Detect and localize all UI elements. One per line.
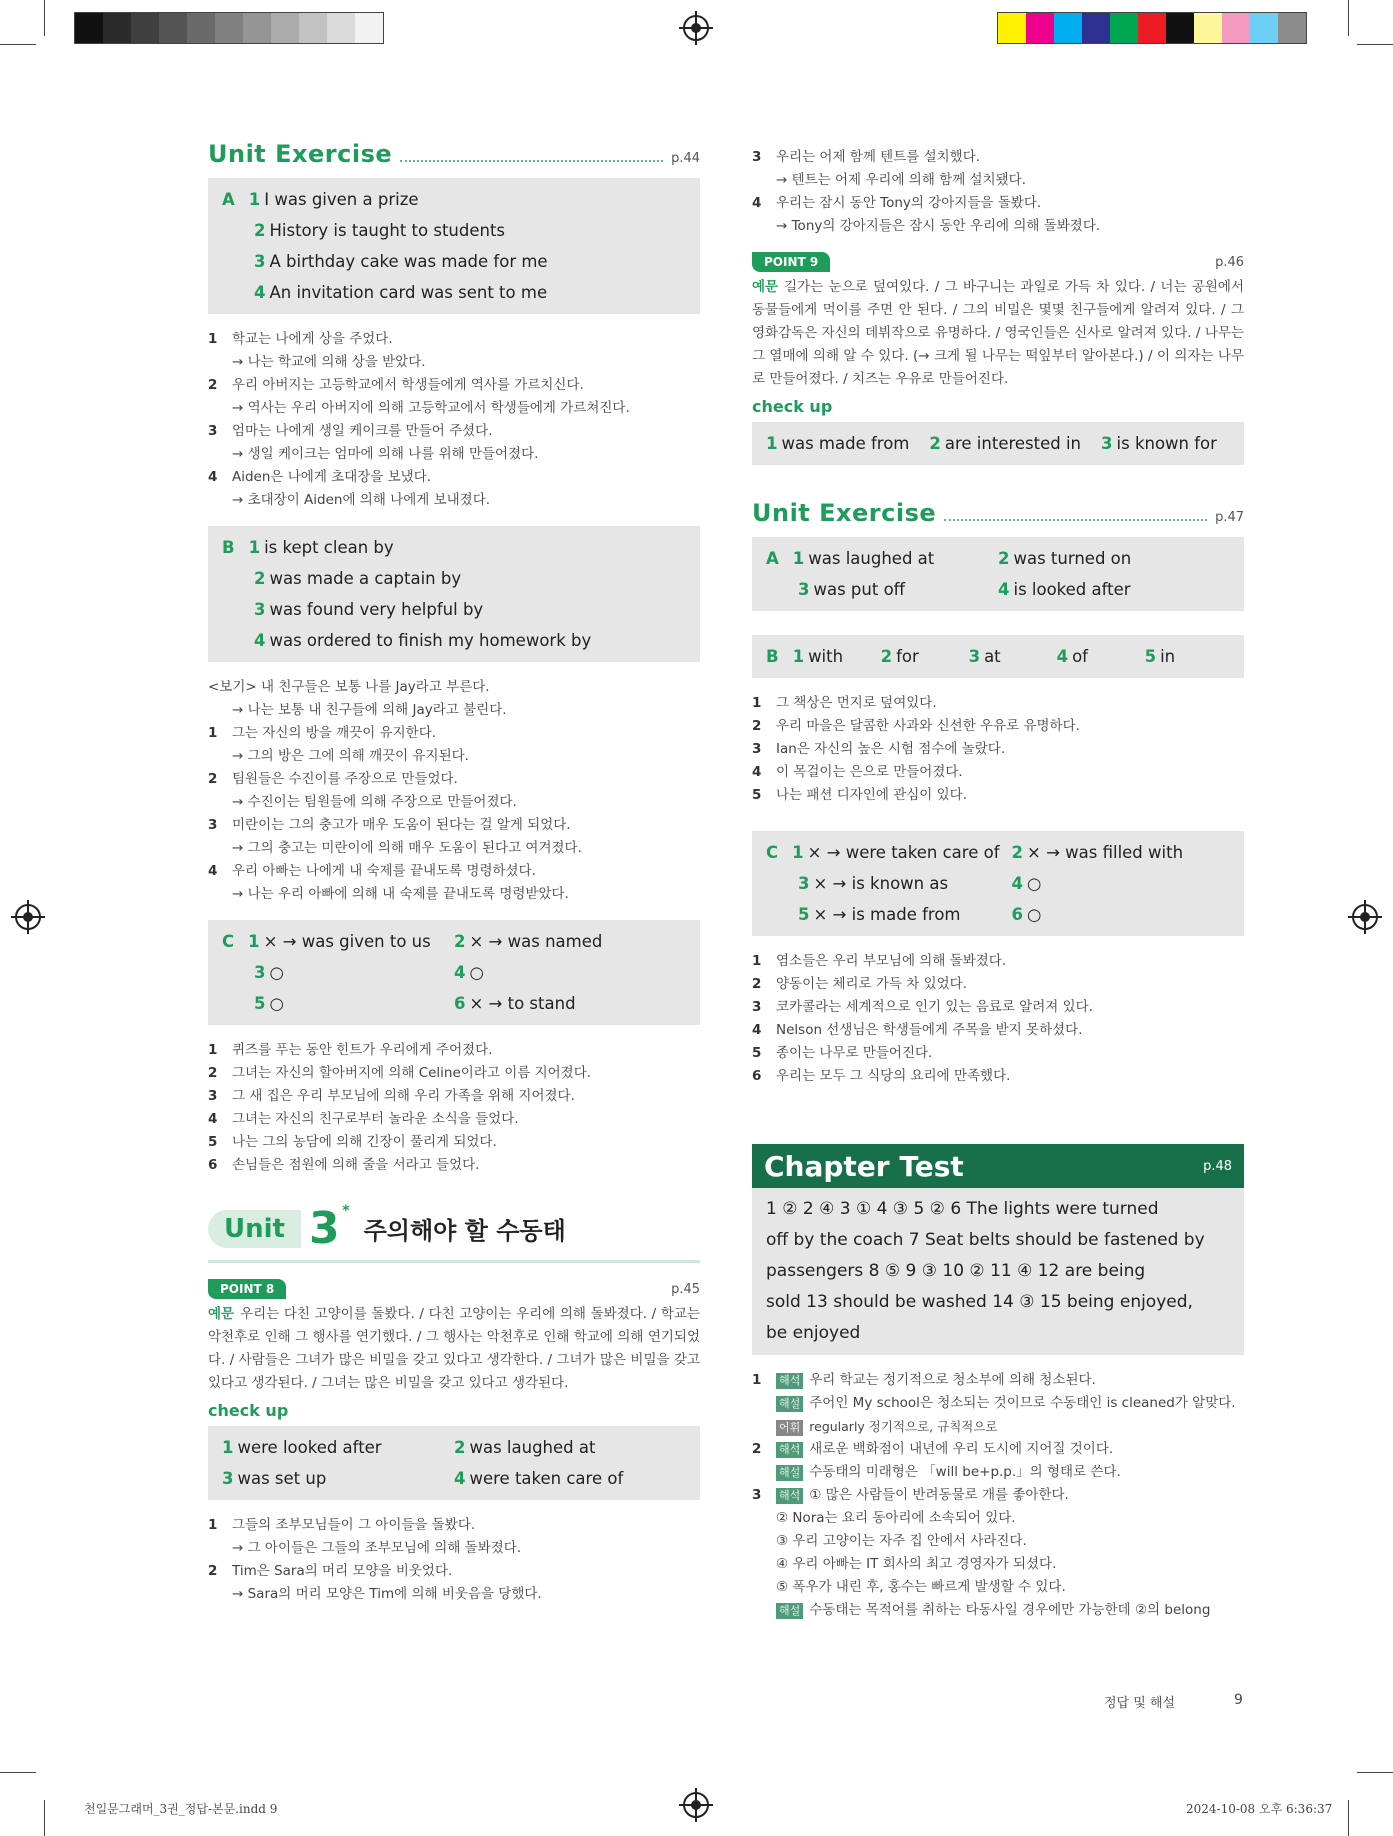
translation-line: 우리 아버지는 고등학교에서 학생들에게 역사를 가르치신다. <box>232 377 584 393</box>
color-swatch <box>998 13 1026 43</box>
answer-line: off by the coach 7 Seat belts should be fastened by <box>766 1230 1205 1250</box>
item-number: 1 <box>248 190 261 209</box>
unit-mark: * <box>342 1203 350 1219</box>
translation-line: Aiden은 나에게 초대장을 보냈다. <box>232 469 432 485</box>
translation-arrow-line: → 나는 우리 아빠에 의해 내 숙제를 끝내도록 명령받았다. <box>232 886 569 902</box>
translation-list-c <box>208 1039 700 1177</box>
item-number: 2 <box>1011 843 1023 862</box>
explanation-text: regularly 정기적으로, 규칙적으로 <box>809 1419 998 1434</box>
translation-list-b <box>208 676 700 906</box>
answer-text: are interested in <box>944 434 1082 453</box>
color-swatch <box>159 13 187 43</box>
color-swatch <box>355 13 383 43</box>
answer-text: was laughed at <box>808 549 935 568</box>
leader-dots <box>400 159 663 162</box>
crop-mark <box>0 44 36 45</box>
answer-text: for <box>896 647 919 666</box>
translation-list-point-8-continued <box>752 146 1244 238</box>
left-column <box>208 140 700 1620</box>
answer-text: of <box>1072 647 1088 666</box>
item-number: 4 <box>208 863 218 879</box>
answer-box-c <box>208 920 700 1025</box>
translation-arrow-line: → Sara의 머리 모양은 Tim에 의해 비웃음을 당했다. <box>232 1586 542 1602</box>
translation-list-a <box>208 328 700 512</box>
example-tag: 예문 <box>752 279 779 295</box>
translation-line: Nelson 선생님은 학생들에게 주목을 받지 못하셨다. <box>776 1022 1083 1038</box>
chapter-test-explanations <box>752 1369 1244 1622</box>
explanation-tag: 해설 <box>776 1465 803 1481</box>
section-title: Unit Exercise <box>208 140 393 168</box>
answer-line: 1 ② 2 ④ 3 ① 4 ③ 5 ② 6 The lights were turned <box>766 1199 1159 1219</box>
example-arrow-line: → 나는 보통 내 친구들에 의해 Jay라고 불린다. <box>232 702 507 718</box>
grayscale-color-bar <box>74 12 384 44</box>
translation-arrow-line: → 수진이는 팀원들에 의해 주장으로 만들어졌다. <box>232 794 517 810</box>
item-number: 6 <box>752 1068 762 1084</box>
answer-text: ○ <box>469 963 484 982</box>
item-number: 1 <box>792 647 805 666</box>
item-number: 5 <box>1144 647 1157 666</box>
explanation-text: 주어인 My school은 청소되는 것이므로 수동태인 is cleaned가 알맞다. <box>809 1395 1236 1411</box>
answer-box-a <box>752 537 1244 611</box>
item-number: 4 <box>254 283 266 302</box>
color-swatch <box>75 13 103 43</box>
example-text: 길가는 눈으로 덮여있다. / 그 바구니는 과일로 가득 차 있다. / 너는 공원에서 동물들에게 먹이를 주면 안 된다. / 그의 비밀은 몇몇 친구들에게 알려져 있다. / 그 영화감독은 자신의 데뷔작으로 유명하다. / 영국인들은 신사로 알려져 있다. / 나무는 그 열매에 의해 알 수 있다. (→ 크게 될 나무는 떡잎부터 알아본다.) / 이 의자는 나무로 만들어졌다. / 치즈는 우유로 만들어진다. <box>752 279 1244 387</box>
item-number: 1 <box>752 953 762 969</box>
color-swatch <box>1166 13 1194 43</box>
answer-text: × → to stand <box>469 994 576 1013</box>
registration-mark-top <box>683 15 709 41</box>
item-number: 3 <box>798 580 810 599</box>
page-reference: p.44 <box>671 151 700 166</box>
answer-box-a <box>208 178 700 314</box>
answer-box-c <box>752 831 1244 936</box>
answer-text: was put off <box>813 580 906 599</box>
item-number: 5 <box>798 905 810 924</box>
translation-line: 그녀는 자신의 할아버지에 의해 Celine이라고 이름 지어졌다. <box>232 1065 592 1081</box>
translation-line: 그 새 집은 우리 부모님에 의해 우리 가족을 위해 지어졌다. <box>232 1088 575 1104</box>
translation-line: 종이는 나무로 만들어진다. <box>776 1045 933 1061</box>
item-number: 5 <box>254 994 266 1013</box>
unit-number-text: 3 <box>308 1203 340 1254</box>
translation-arrow-line: → 그의 충고는 미란이에 의해 매우 도움이 된다고 여겨졌다. <box>232 840 582 856</box>
unit-banner <box>208 1203 700 1263</box>
timestamp: 2024-10-08 오후 6:36:37 <box>1186 1802 1333 1816</box>
registration-mark-right <box>1352 904 1378 930</box>
point-8-header <box>208 1279 700 1299</box>
item-number: 3 <box>752 999 762 1015</box>
item-number: 3 <box>254 600 266 619</box>
translation-line: 우리 아빠는 나에게 내 숙제를 끝내도록 명령하셨다. <box>232 863 536 879</box>
item-number: 4 <box>752 764 762 780</box>
item-number: 2 <box>254 569 266 588</box>
chapter-test-answers <box>752 1188 1244 1355</box>
item-number: 1 <box>752 695 762 711</box>
answer-text: × → is made from <box>813 905 961 924</box>
explanation-text: ② Nora는 요리 동아리에 소속되어 있다. <box>776 1510 1016 1526</box>
item-number: 1 <box>222 1438 234 1457</box>
color-swatch <box>1194 13 1222 43</box>
unit-number <box>308 1203 350 1254</box>
color-swatch <box>271 13 299 43</box>
translation-arrow-line: → 생일 케이크는 엄마에 의해 나를 위해 만들어졌다. <box>232 446 539 462</box>
example-line: <보기> 내 친구들은 보통 나를 Jay라고 부른다. <box>208 679 490 695</box>
explanation-tag: 해설 <box>776 1396 803 1412</box>
translation-line: 그 책상은 먼지로 덮여있다. <box>776 695 937 711</box>
answer-text: was found very helpful by <box>269 600 484 619</box>
translation-line: 그녀는 자신의 친구로부터 놀라운 소식을 들었다. <box>232 1111 519 1127</box>
answer-text: in <box>1160 647 1176 666</box>
item-number: 6 <box>208 1157 218 1173</box>
translation-line: 나는 그의 농담에 의해 긴장이 풀리게 되었다. <box>232 1134 497 1150</box>
color-swatch <box>1278 13 1306 43</box>
answer-text: was made a captain by <box>269 569 462 588</box>
item-number: 1 <box>248 538 261 557</box>
item-number: 5 <box>752 1045 762 1061</box>
answer-text: An invitation card was sent to me <box>269 283 548 302</box>
answer-text: is known for <box>1116 434 1217 453</box>
crop-mark <box>1357 1772 1393 1773</box>
translation-arrow-line: → 그의 방은 그에 의해 깨끗이 유지된다. <box>232 748 469 764</box>
page-reference: p.48 <box>1203 1158 1232 1174</box>
explanation-text: 새로운 백화점이 내년에 우리 도시에 지어질 것이다. <box>809 1441 1114 1457</box>
translation-line: 우리는 모두 그 식당의 요리에 만족했다. <box>776 1068 1011 1084</box>
item-number: 4 <box>208 469 218 485</box>
answer-box-b <box>752 635 1244 678</box>
exercise-letter: B <box>766 647 779 666</box>
check-up-heading: check up <box>752 397 833 416</box>
color-swatch <box>1054 13 1082 43</box>
item-number: 3 <box>208 423 218 439</box>
item-number: 3 <box>208 817 218 833</box>
item-number: 2 <box>880 647 893 666</box>
item-number: 6 <box>454 994 466 1013</box>
answer-text: × → was filled with <box>1027 843 1184 862</box>
item-number: 2 <box>208 771 218 787</box>
color-swatch <box>1250 13 1278 43</box>
item-number: 3 <box>254 252 266 271</box>
registration-mark-bottom <box>683 1792 709 1818</box>
exercise-letter: C <box>766 843 779 862</box>
item-number: 6 <box>1011 905 1023 924</box>
answer-text: × → is known as <box>813 874 949 893</box>
crop-mark <box>1357 44 1393 45</box>
translation-arrow-line: → 초대장이 Aiden에 의해 나에게 보내졌다. <box>232 492 491 508</box>
answer-line: be enjoyed <box>766 1323 861 1343</box>
explanation-tag: 해석 <box>776 1488 803 1504</box>
translation-arrow-line: → 텐트는 어제 우리에 의해 함께 설치됐다. <box>776 172 1027 188</box>
translation-arrow-line: → 나는 학교에 의해 상을 받았다. <box>232 354 426 370</box>
translation-line: 그는 자신의 방을 깨끗이 유지한다. <box>232 725 437 741</box>
answer-text: was set up <box>237 1469 327 1488</box>
item-number: 4 <box>1011 874 1023 893</box>
translation-list-b <box>752 692 1244 807</box>
item-number: 1 <box>208 725 218 741</box>
color-swatch <box>215 13 243 43</box>
crop-mark <box>1348 0 1349 36</box>
answer-text: A birthday cake was made for me <box>269 252 548 271</box>
point-8-example <box>208 1303 700 1395</box>
item-number: 2 <box>208 1065 218 1081</box>
cmyk-color-bar <box>997 12 1307 44</box>
translation-line: 우리 마을은 달콤한 사과와 신선한 우유로 유명하다. <box>776 718 1080 734</box>
item-number: 4 <box>454 963 466 982</box>
translation-line: Tim은 Sara의 머리 모양을 비웃었다. <box>232 1563 453 1579</box>
translation-list-point-8 <box>208 1514 700 1606</box>
answer-text: I was given a prize <box>264 190 419 209</box>
explanation-text: ③ 우리 고양이는 자주 집 안에서 사라진다. <box>776 1533 1027 1549</box>
explanation-text: ① 많은 사람들이 반려동물로 개를 좋아한다. <box>809 1487 1069 1503</box>
exercise-letter: C <box>222 932 235 951</box>
translation-line: 이 목걸이는 은으로 만들어졌다. <box>776 764 963 780</box>
item-number: 3 <box>254 963 266 982</box>
translation-line: 우리는 어제 함께 텐트를 설치했다. <box>776 149 981 165</box>
translation-arrow-line: → 그 아이들은 그들의 조부모님에 의해 돌봐졌다. <box>232 1540 522 1556</box>
answer-line: passengers 8 ⑤ 9 ③ 10 ② 11 ④ 12 are being <box>766 1261 1146 1281</box>
explanation-tag: 해석 <box>776 1373 803 1389</box>
file-name: 천일문그래머_3권_정답-본문.indd 9 <box>84 1802 278 1816</box>
item-number: 3 <box>1101 434 1113 453</box>
check-up-answers <box>208 1426 700 1500</box>
translation-line: 그들의 조부모님들이 그 아이들을 돌봤다. <box>232 1517 476 1533</box>
chapter-test-title: Chapter Test <box>764 1149 964 1183</box>
item-number: 4 <box>208 1111 218 1127</box>
color-swatch <box>187 13 215 43</box>
explanation-text: ⑤ 폭우가 내린 후, 홍수는 빠르게 발생할 수 있다. <box>776 1579 1066 1595</box>
unit-exercise-header <box>752 499 1244 527</box>
item-number: 3 <box>752 1487 762 1503</box>
item-number: 2 <box>454 932 466 951</box>
item-number: 1 <box>208 331 218 347</box>
answer-text: is looked after <box>1013 580 1131 599</box>
answer-text: × → was given to us <box>263 932 431 951</box>
color-swatch <box>131 13 159 43</box>
item-number: 4 <box>254 631 266 650</box>
item-number: 1 <box>208 1042 218 1058</box>
color-swatch <box>1222 13 1250 43</box>
check-up-answers <box>752 422 1244 465</box>
color-swatch <box>243 13 271 43</box>
unit-exercise-header <box>208 140 700 168</box>
example-text: 우리는 다친 고양이를 돌봤다. / 다친 고양이는 우리에 의해 돌봐졌다. / 학교는 악천후로 인해 그 행사를 연기했다. / 그 행사는 악천후로 인해 학교에 의해 연기되었다. / 사람들은 그녀가 많은 비밀을 갖고 있다고 생각한다. / 그녀가 많은 비밀을 갖고 있다고 생각된다. / 그녀는 많은 비밀을 갖고 있다고 생각된다. <box>208 1306 700 1391</box>
exercise-letter: A <box>766 549 779 568</box>
item-number: 2 <box>208 377 218 393</box>
right-column <box>752 146 1244 1636</box>
translation-line: 나는 패션 디자인에 관심이 있다. <box>776 787 967 803</box>
explanation-text: 우리 학교는 정기적으로 청소부에 의해 청소된다. <box>809 1372 1096 1388</box>
color-swatch <box>327 13 355 43</box>
chapter-test-header <box>752 1144 1244 1188</box>
item-number: 1 <box>752 1372 762 1388</box>
unit-label: Unit <box>208 1210 301 1248</box>
answer-text: at <box>984 647 1001 666</box>
translation-line: 학교는 나에게 상을 주었다. <box>232 331 393 347</box>
item-number: 2 <box>752 718 762 734</box>
item-number: 5 <box>208 1134 218 1150</box>
item-number: 4 <box>998 580 1010 599</box>
item-number: 1 <box>766 434 778 453</box>
translation-line: 염소들은 우리 부모님에 의해 돌봐졌다. <box>776 953 1007 969</box>
translation-line: 코카콜라는 세계적으로 인기 있는 음료로 알려져 있다. <box>776 999 1093 1015</box>
item-number: 1 <box>792 843 804 862</box>
answer-text: × → were taken care of <box>807 843 1000 862</box>
crop-mark <box>0 1772 36 1773</box>
translation-line: 손님들은 점원에 의해 줄을 서라고 들었다. <box>232 1157 480 1173</box>
item-number: 2 <box>454 1438 466 1457</box>
explanation-text: ④ 우리 아빠는 IT 회사의 최고 경영자가 되셨다. <box>776 1556 1057 1572</box>
item-number: 5 <box>752 787 762 803</box>
answer-text: were looked after <box>237 1438 382 1457</box>
translation-line: 팀원들은 수진이를 주장으로 만들었다. <box>232 771 458 787</box>
item-number: 4 <box>1056 647 1069 666</box>
page-reference: p.47 <box>1215 510 1244 525</box>
crop-mark <box>44 1800 45 1836</box>
explanation-text: 수동태는 목적어를 취하는 타동사일 경우에만 가능한데 ②의 belong <box>809 1602 1211 1618</box>
item-number: 2 <box>998 549 1010 568</box>
color-swatch <box>1138 13 1166 43</box>
item-number: 4 <box>454 1469 466 1488</box>
page-reference: p.45 <box>671 1281 700 1297</box>
translation-arrow-line: → 역사는 우리 아버지에 의해 고등학교에서 학생들에게 가르쳐진다. <box>232 400 630 416</box>
item-number: 1 <box>208 1517 218 1533</box>
answer-text: ○ <box>1027 905 1042 924</box>
translation-line: 미란이는 그의 충고가 매우 도움이 된다는 걸 알게 되었다. <box>232 817 571 833</box>
translation-line: Ian은 자신의 높은 시험 점수에 놀랐다. <box>776 741 1006 757</box>
item-number: 3 <box>752 149 762 165</box>
leader-dots <box>944 518 1207 521</box>
explanation-text: 수동태의 미래형은 「will be+p.p.」의 형태로 쓴다. <box>809 1464 1121 1480</box>
answer-text: History is taught to students <box>269 221 506 240</box>
translation-line: 우리는 잠시 동안 Tony의 강아지들을 돌봤다. <box>776 195 1042 211</box>
translation-line: 엄마는 나에게 생일 케이크를 만들어 주셨다. <box>232 423 493 439</box>
point-9-header <box>752 252 1244 272</box>
answer-box-b <box>208 526 700 662</box>
crop-mark <box>44 0 45 36</box>
answer-text: was made from <box>781 434 910 453</box>
answer-text: is kept clean by <box>264 538 394 557</box>
translation-line: 양동이는 체리로 가득 차 있었다. <box>776 976 967 992</box>
item-number: 3 <box>222 1469 234 1488</box>
vocab-tag: 어휘 <box>776 1420 803 1436</box>
answer-line: sold 13 should be washed 14 ③ 15 being enjoyed, <box>766 1292 1193 1312</box>
answer-text: with <box>808 647 844 666</box>
item-number: 2 <box>752 976 762 992</box>
section-title: Unit Exercise <box>752 499 937 527</box>
exercise-letter: B <box>222 538 235 557</box>
answer-text: ○ <box>1027 874 1042 893</box>
answer-text: was turned on <box>1013 549 1132 568</box>
example-tag: 예문 <box>208 1306 235 1322</box>
crop-mark <box>1348 1800 1349 1836</box>
color-swatch <box>1026 13 1054 43</box>
explanation-tag: 해석 <box>776 1442 803 1458</box>
point-badge: POINT 9 <box>752 252 830 272</box>
answer-text: × → was named <box>469 932 603 951</box>
translation-arrow-line: → Tony의 강아지들은 잠시 동안 우리에 의해 돌봐졌다. <box>776 218 1101 234</box>
point-9-example <box>752 276 1244 391</box>
registration-mark-left <box>15 904 41 930</box>
translation-line: 퀴즈를 푸는 동안 힌트가 우리에게 주어졌다. <box>232 1042 493 1058</box>
page-number: 9 <box>1234 1692 1243 1708</box>
item-number: 4 <box>752 195 762 211</box>
item-number: 2 <box>929 434 941 453</box>
answer-text: was ordered to finish my homework by <box>269 631 592 650</box>
unit-title: 주의해야 할 수동태 <box>363 1217 566 1245</box>
item-number: 2 <box>254 221 266 240</box>
item-number: 4 <box>752 1022 762 1038</box>
item-number: 2 <box>208 1563 218 1579</box>
color-swatch <box>103 13 131 43</box>
item-number: 3 <box>208 1088 218 1104</box>
answer-text: was laughed at <box>469 1438 596 1457</box>
item-number: 3 <box>968 647 981 666</box>
item-number: 3 <box>752 741 762 757</box>
item-number: 3 <box>798 874 810 893</box>
exercise-letter: A <box>222 190 235 209</box>
color-swatch <box>1082 13 1110 43</box>
point-badge: POINT 8 <box>208 1279 286 1299</box>
answer-text: ○ <box>269 963 284 982</box>
answer-text: were taken care of <box>469 1469 624 1488</box>
check-up-heading: check up <box>208 1401 289 1420</box>
translation-list-c <box>752 950 1244 1088</box>
page-reference: p.46 <box>1215 254 1244 270</box>
color-swatch <box>1110 13 1138 43</box>
color-swatch <box>299 13 327 43</box>
section-label: 정답 및 해설 <box>1104 1696 1176 1711</box>
item-number: 1 <box>248 932 260 951</box>
answer-text: ○ <box>269 994 284 1013</box>
item-number: 2 <box>752 1441 762 1457</box>
explanation-tag: 해설 <box>776 1603 803 1619</box>
item-number: 1 <box>792 549 805 568</box>
